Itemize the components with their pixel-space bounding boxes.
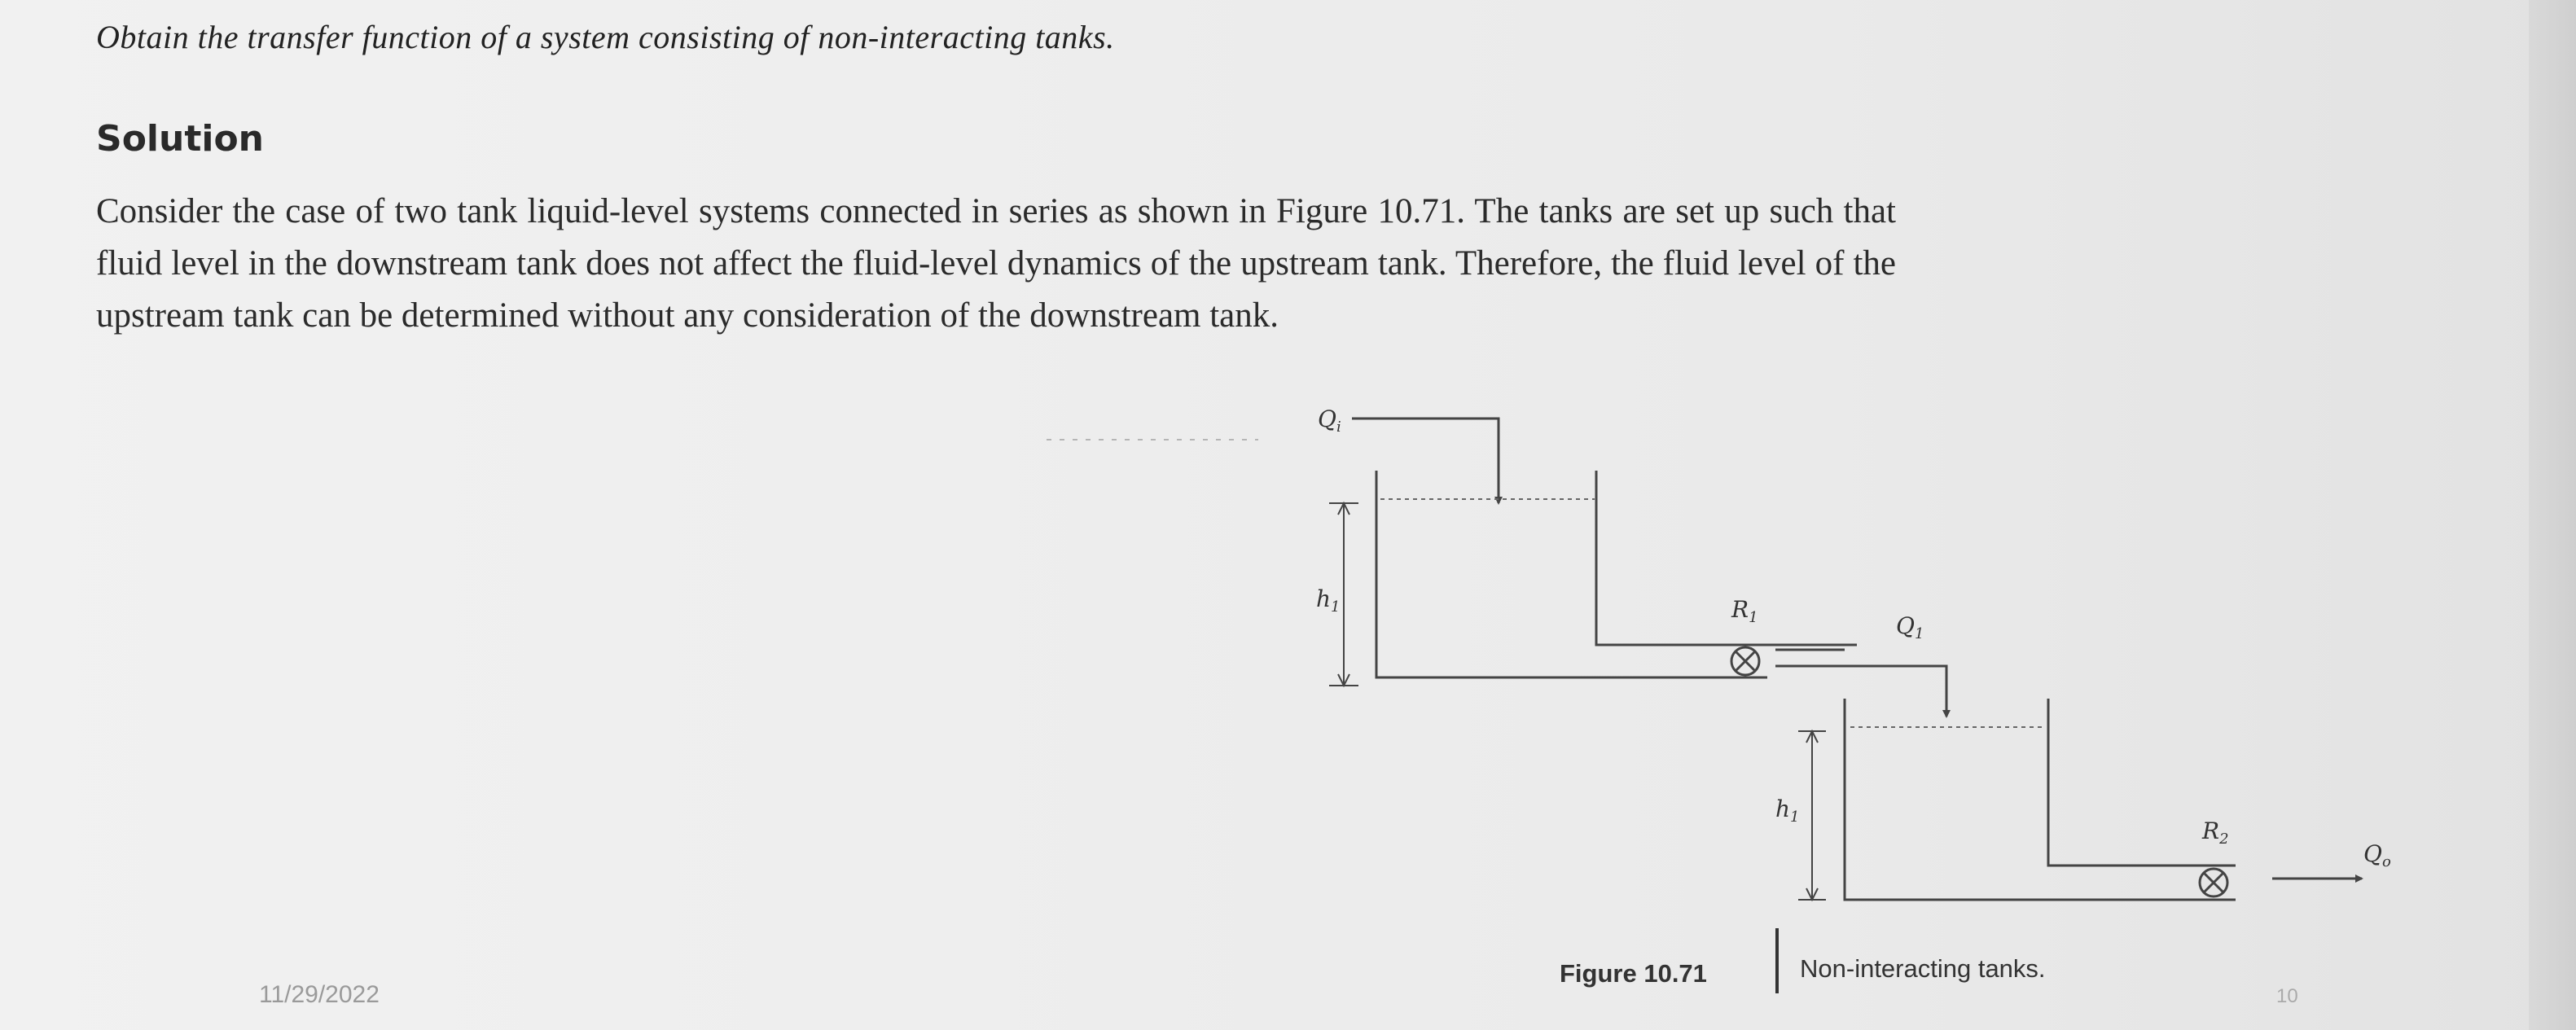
tank1-right-wall	[1596, 471, 1857, 645]
label-valve2: $R_2$	[2202, 817, 2229, 848]
solution-paragraph: Consider the case of two tank liquid-level systems connected in series as shown in Figure 10.71. The tanks are set up such that fluid level in the downstream tank does not affect the fluid-level dynamics of the upstream tank. Therefore, the fluid level of the upstream tank can be determined without any consideration of the downstream tank.	[96, 192, 1896, 335]
figure-number: Figure 10.71	[1560, 959, 1707, 988]
tank1-wall	[1376, 471, 1767, 677]
inflow-pipe	[1352, 419, 1499, 503]
caption-divider	[1775, 928, 1779, 993]
label-outflow: $Q_o$	[2363, 840, 2391, 870]
footer-date: 11/29/2022	[259, 981, 380, 1008]
label-tank2-level: $h_1$	[1775, 796, 1800, 826]
problem-statement: Obtain the transfer function of a system consisting of non-interacting tanks.	[96, 19, 1115, 55]
label-valve1: $R_1$	[1731, 596, 1758, 626]
label-inflow: $Q_i$	[1318, 405, 1341, 436]
label-tank1-level: $h_1$	[1316, 585, 1341, 616]
connecting-pipe	[1775, 666, 1946, 717]
figure-caption: Non-interacting tanks.	[1800, 954, 2046, 983]
section-heading: Solution	[96, 118, 264, 160]
page-number: 10	[2276, 985, 2298, 1007]
tank2-wall	[1845, 699, 2236, 900]
screen-edge	[2529, 0, 2576, 1030]
label-flow1: $Q_1$	[1896, 612, 1924, 642]
